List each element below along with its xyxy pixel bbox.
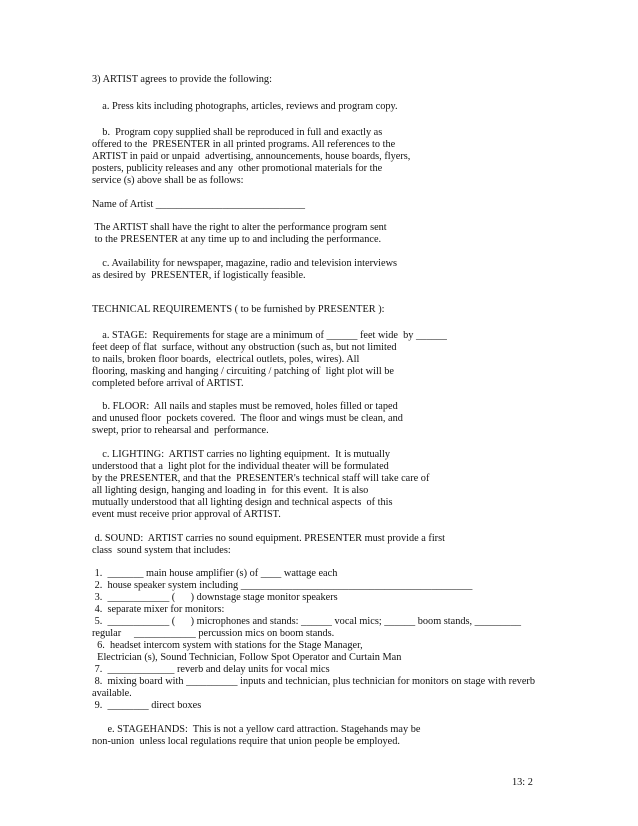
text-line: swept, prior to rehearsal and performance. [92, 425, 269, 436]
text-line: a. Press kits including photographs, articles, reviews and program copy. [92, 101, 398, 112]
text-line: completed before arrival of ARTIST. [92, 378, 244, 389]
text-line: c. LIGHTING: ARTIST carries no lighting equipment. It is mutually [92, 449, 391, 460]
list-item: 9. ________ direct boxes [92, 700, 202, 711]
list-item: 4. separate mixer for monitors: [92, 604, 225, 615]
text-line: as desired by PRESENTER, if logistically feasible. [92, 270, 306, 281]
text-line: mutually understood that all lighting design and technical aspects of this [92, 497, 393, 508]
text-line: by the PRESENTER, and that the PRESENTER's technical staff will take care of [92, 473, 430, 484]
text-line: class sound system that includes: [92, 545, 231, 556]
list-item: 8. mixing board with __________ inputs and technician, plus technician for monitors on stage with reverb [92, 676, 535, 687]
text-line: c. Availability for newspaper, magazine, radio and television interviews [92, 258, 398, 269]
text-line: ARTIST in paid or unpaid advertising, announcements, house boards, flyers, [92, 151, 411, 162]
list-item: 3. ____________ ( ) downstage stage monitor speakers [92, 592, 338, 603]
text-line: event must receive prior approval of ARTIST. [92, 509, 281, 520]
list-item: 5. ____________ ( ) microphones and stands: ______ vocal mics; ______ boom stands, _________ [92, 616, 521, 627]
artist-name-line: Name of Artist _____________________________ [92, 199, 306, 210]
text-line: e. STAGEHANDS: This is not a yellow card attraction. Stagehands may be [92, 724, 421, 735]
text-line: non-union unless local regulations require that union people be employed. [92, 736, 400, 747]
text-line: b. FLOOR: All nails and staples must be removed, holes filled or taped [92, 401, 398, 412]
text-line: understood that a light plot for the individual theater will be formulated [92, 461, 389, 472]
page-number: 13: 2 [512, 777, 533, 788]
text-line: to the PRESENTER at any time up to and including the performance. [92, 234, 382, 245]
list-item: Electrician (s), Sound Technician, Follow Spot Operator and Curtain Man [92, 652, 402, 663]
text-line: offered to the PRESENTER in all printed programs. All references to the [92, 139, 396, 150]
text-line: feet deep of flat surface, without any obstruction (such as, but not limited [92, 342, 397, 353]
text-line: 3) ARTIST agrees to provide the following: [92, 74, 272, 85]
list-item: 7. _____________ reverb and delay units for vocal mics [92, 664, 330, 675]
text-line: all lighting design, hanging and loading in for this event. It is also [92, 485, 369, 496]
text-line: flooring, masking and hanging / circuiting / patching of light plot will be [92, 366, 394, 377]
text-line: to nails, broken floor boards, electrical outlets, poles, wires). All [92, 354, 360, 365]
text-line: The ARTIST shall have the right to alter the performance program sent [92, 222, 387, 233]
list-item: 6. headset intercom system with stations for the Stage Manager, [92, 640, 363, 651]
list-item: 1. _______ main house amplifier (s) of ____ wattage each [92, 568, 338, 579]
list-item: regular ____________ percussion mics on boom stands. [92, 628, 335, 639]
text-line: service (s) above shall be as follows: [92, 175, 244, 186]
text-line: posters, publicity releases and any other promotional materials for the [92, 163, 383, 174]
text-line: b. Program copy supplied shall be reproduced in full and exactly as [92, 127, 383, 138]
text-line: and unused floor pockets covered. The floor and wings must be clean, and [92, 413, 403, 424]
list-item: 2. house speaker system including _____________________________________________ [92, 580, 473, 591]
section-heading: TECHNICAL REQUIREMENTS ( to be furnished by PRESENTER ): [92, 304, 385, 315]
text-line: a. STAGE: Requirements for stage are a minimum of ______ feet wide by ______ [92, 330, 447, 341]
list-item: available. [92, 688, 132, 699]
text-line: d. SOUND: ARTIST carries no sound equipment. PRESENTER must provide a first [92, 533, 445, 544]
